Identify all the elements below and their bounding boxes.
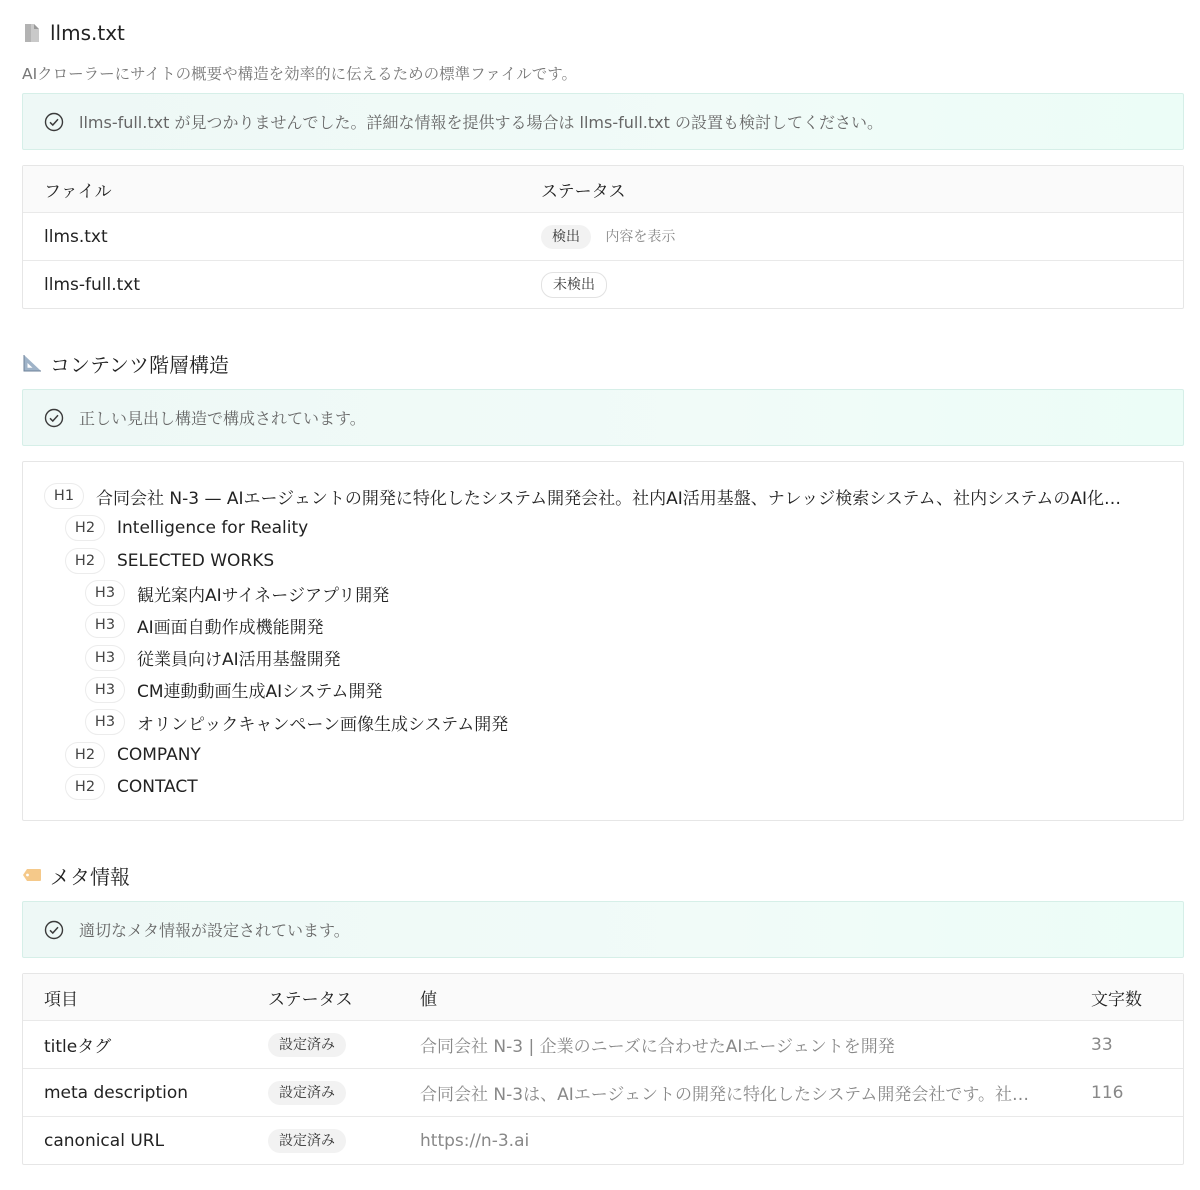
check-circle-icon	[44, 920, 64, 940]
heading-level-tag: H2	[65, 515, 105, 541]
section-title: コンテンツ階層構造	[50, 352, 229, 377]
heading-item	[23, 512, 1183, 544]
heading-text: CONTACT	[117, 776, 198, 797]
table-row	[23, 260, 1183, 308]
banner-text: 正しい見出し構造で構成されています。	[79, 409, 366, 428]
status-badge: 設定済み	[268, 1033, 346, 1057]
file-name: llms-full.txt	[44, 274, 140, 295]
heading-text: AI画面自動作成機能開発	[137, 617, 324, 638]
banner-text: llms-full.txt が見つかりませんでした。詳細な情報を提供する場合は llms-full.txt の設置も検討してください。	[79, 113, 883, 132]
heading-text: Intelligence for Reality	[117, 518, 309, 539]
heading-item	[23, 771, 1183, 803]
check-circle-icon	[44, 112, 64, 132]
heading-item	[23, 609, 1183, 641]
heading-text: SELECTED WORKS	[117, 550, 275, 571]
table-row	[23, 1020, 1183, 1068]
heading-level-tag: H3	[85, 612, 125, 638]
heading-text: オリンピックキャンペーン画像生成システム開発	[137, 714, 509, 735]
meta-item-name: titleタグ	[44, 1037, 112, 1057]
section-title: llms.txt	[50, 21, 125, 45]
heading-level-tag: H2	[65, 742, 105, 768]
banner-text: 適切なメタ情報が設定されています。	[79, 921, 350, 940]
document-icon	[22, 23, 42, 43]
heading-item	[23, 738, 1183, 770]
heading-item	[23, 706, 1183, 738]
meta-value: https://n-3.ai	[420, 1130, 530, 1151]
heading-text: 観光案内AIサイネージアプリ開発	[137, 585, 390, 606]
heading-item	[23, 480, 1183, 512]
column-header-status: ステータス	[268, 989, 353, 1010]
tag-icon	[22, 865, 42, 885]
meta-item-name: canonical URL	[44, 1130, 165, 1151]
table-header-row	[23, 166, 1183, 212]
status-badge: 設定済み	[268, 1081, 346, 1105]
table-header-row	[23, 974, 1183, 1020]
section-description: AIクローラーにサイトの概要や構造を効率的に伝えるための標準ファイルです。	[22, 65, 578, 83]
heading-text: 合同会社 N-3 — AIエージェントの開発に特化したシステム開発会社。社内AI活用基盤、ナレッジ検索システム、社内システムのAI化…	[96, 488, 1122, 509]
heading-tree	[22, 461, 1184, 821]
column-header-value: 値	[420, 989, 437, 1010]
meta-item-name: meta description	[44, 1082, 189, 1103]
table-row	[23, 212, 1183, 260]
table-row	[23, 1116, 1183, 1164]
heading-level-tag: H3	[85, 580, 125, 606]
check-circle-icon	[44, 408, 64, 428]
meta-value: 合同会社 N-3 | 企業のニーズに合わせたAIエージェントを開発	[420, 1037, 895, 1057]
file-name: llms.txt	[44, 226, 108, 247]
heading-level-tag: H1	[44, 483, 84, 509]
heading-level-tag: H2	[65, 548, 105, 574]
column-header-status: ステータス	[541, 181, 626, 202]
heading-item	[23, 674, 1183, 706]
triangle-ruler-icon	[22, 353, 42, 373]
column-header-count: 文字数	[1091, 989, 1142, 1010]
info-banner	[22, 93, 1184, 150]
char-count: 116	[1091, 1082, 1124, 1103]
hierarchy-section-header	[22, 348, 229, 378]
heading-item	[23, 641, 1183, 673]
info-banner	[22, 389, 1184, 446]
meta-table	[22, 973, 1184, 1165]
heading-level-tag: H3	[85, 645, 125, 671]
llms-section-header	[22, 18, 125, 48]
status-badge: 未検出	[541, 272, 607, 298]
llms-file-table	[22, 165, 1184, 309]
char-count: 33	[1091, 1034, 1113, 1055]
column-header-item: 項目	[44, 989, 78, 1010]
heading-level-tag: H3	[85, 709, 125, 735]
heading-text: COMPANY	[117, 744, 201, 765]
table-row	[23, 1068, 1183, 1116]
heading-level-tag: H3	[85, 677, 125, 703]
heading-text: 従業員向けAI活用基盤開発	[137, 650, 341, 671]
section-title: メタ情報	[50, 864, 130, 889]
status-badge: 検出	[541, 225, 591, 249]
status-badge: 設定済み	[268, 1129, 346, 1153]
meta-value: 合同会社 N-3は、AIエージェントの開発に特化したシステム開発会社です。社…	[420, 1085, 1029, 1105]
heading-level-tag: H2	[65, 774, 105, 800]
heading-item	[23, 545, 1183, 577]
heading-text: CM連動動画生成AIシステム開発	[137, 682, 383, 703]
info-banner	[22, 901, 1184, 958]
column-header-file: ファイル	[44, 181, 112, 202]
heading-item	[23, 577, 1183, 609]
show-content-link[interactable]: 内容を表示	[605, 228, 676, 245]
meta-section-header	[22, 860, 130, 890]
